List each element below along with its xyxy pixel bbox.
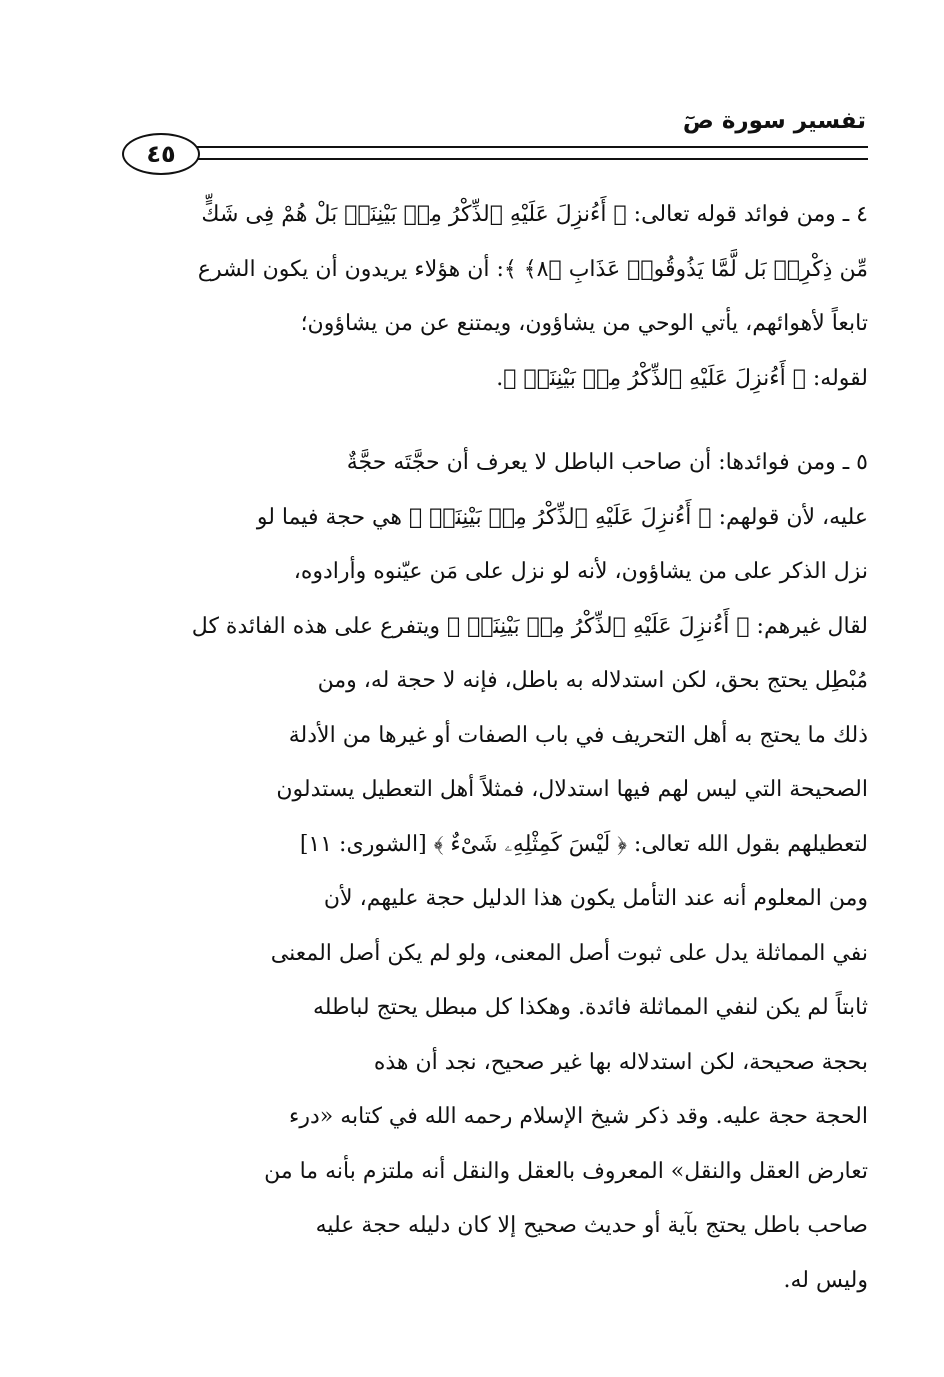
- paragraph-5-line: نفي المماثلة يدل على ثبوت أصل المعنى، ولو لم يكن أصل المعنى: [270, 940, 868, 966]
- paragraph-5-line: الصحيحة التي ليس لهم فيها استدلال، فمثلاً أهل التعطيل يستدلون: [276, 777, 868, 802]
- paragraph-4: [148, 188, 868, 406]
- paragraph-4-line: تابعاً لأهوائهم، يأتي الوحي من يشاؤون، ويمتنع عن من يشاؤون؛: [300, 311, 868, 336]
- paragraph-5-line: لتعطيلهم بقول الله تعالى: ﴿ لَيْسَ كَمِثْلِهِۦ شَىْءٌ ﴾ [الشورى: ١١]: [299, 831, 868, 857]
- header-double-rule: [180, 146, 868, 160]
- paragraph-5-line: صاحب باطل يحتج بآية أو حديث صحيح إلا كان دليله حجة عليه: [315, 1213, 868, 1238]
- paragraph-5-line: بحجة صحيحة، لكن استدلاله بها غير صحيح، نجد أن هذه: [373, 1049, 868, 1075]
- paragraph-5-line: مُبْطِل يحتج بحق، لكن استدلاله به باطل، فإنه لا حجة له، ومن: [317, 668, 868, 693]
- paragraph-5-line: ومن المعلوم أنه عند التأمل يكون هذا الدليل حجة عليهم، لأن: [323, 886, 868, 911]
- paragraph-5-line: نزل الذكر على من يشاؤون، لأنه لو نزل على مَن عيّنوه وأرادوه،: [293, 559, 868, 584]
- paragraph-4-line: مِّن ذِكْرِىۚ بَل لَّمَّا يَذُوقُوا۟ عَذَابِ ﴿٨﴾ ﴾: أن هؤلاء يريدون أن يكون الشرع: [197, 256, 868, 282]
- running-header-title: تفسير سورة صٓ: [682, 108, 866, 134]
- paragraph-4-line: لقوله: ﴿ أَءُنزِلَ عَلَيْهِ ٱلذِّكْرُ مِنۢ بَيْنِنَاۚ ﴾.: [496, 365, 868, 391]
- paragraph-5-line: عليه، لأن قولهم: ﴿ أَءُنزِلَ عَلَيْهِ ٱلذِّكْرُ مِنۢ بَيْنِنَاۚ ﴾ هي حجة فيما لو: [256, 504, 868, 530]
- paragraph-5-line: ذلك ما يحتج به أهل التحريف في باب الصفات أو غيرها من الأدلة: [288, 722, 868, 748]
- paragraph-5-line: لقال غيرهم: ﴿ أَءُنزِلَ عَلَيْهِ ٱلذِّكْرُ مِنۢ بَيْنِنَاۚ ﴾ ويتفرع على هذه الفائدة كل: [191, 613, 868, 639]
- paragraph-4-line: ٤ ـ ومن فوائد قوله تعالى: ﴿ أَءُنزِلَ عَلَيْهِ ٱلذِّكْرُ مِنۢ بَيْنِنَاۚ بَلْ هُمْ فِى شَكٍّ: [201, 202, 868, 227]
- paragraph-5-line: ثابتاً لم يكن لنفي المماثلة فائدة. وهكذا كل مبطل يحتج لباطله: [312, 995, 868, 1020]
- paragraph-5: [148, 436, 868, 1308]
- paragraph-5-line: الحجة حجة عليه. وقد ذكر شيخ الإسلام رحمه الله في كتابه «درء: [288, 1104, 868, 1129]
- paragraph-5-line: ٥ ـ ومن فوائدها: أن صاحب الباطل لا يعرف أن حجَّتَه حجَّةٌ: [346, 450, 868, 475]
- paragraph-5-line: وليس له.: [783, 1267, 868, 1293]
- paragraph-5-line: تعارض العقل والنقل» المعروف بالعقل والنقل أنه ملتزم بأنه ما من: [264, 1158, 868, 1184]
- page-number: ٤٥: [122, 133, 200, 175]
